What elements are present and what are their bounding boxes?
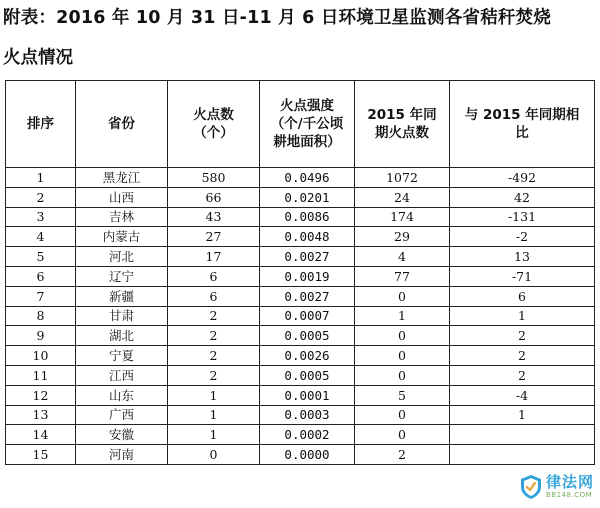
cell-intensity: 0.0027 bbox=[260, 286, 355, 306]
cell-fires: 2 bbox=[168, 365, 260, 385]
cell-change: -71 bbox=[450, 266, 595, 286]
cell-change: 1 bbox=[450, 405, 595, 425]
cell-intensity: 0.0201 bbox=[260, 187, 355, 207]
cell-intensity: 0.0496 bbox=[260, 168, 355, 188]
cell-province: 辽宁 bbox=[76, 266, 168, 286]
cell-rank: 7 bbox=[6, 286, 76, 306]
table-row bbox=[6, 247, 595, 267]
cell-fires: 1 bbox=[168, 405, 260, 425]
cell-fires: 6 bbox=[168, 286, 260, 306]
cell-fires: 2 bbox=[168, 326, 260, 346]
table-row bbox=[6, 266, 595, 286]
cell-fires: 2 bbox=[168, 306, 260, 326]
column-header-intensity: 火点强度（个/千公顷耕地面积） bbox=[260, 81, 355, 168]
cell-rank: 6 bbox=[6, 266, 76, 286]
table-row bbox=[6, 385, 595, 405]
cell-fires-2015: 1072 bbox=[355, 168, 450, 188]
document-title: 附表：2016 年 10 月 31 日-11 月 6 日环境卫星监测各省秸秆焚烧 bbox=[3, 8, 551, 28]
cell-fires-2015: 2 bbox=[355, 445, 450, 465]
cell-province: 山东 bbox=[76, 385, 168, 405]
cell-intensity: 0.0007 bbox=[260, 306, 355, 326]
cell-fires: 6 bbox=[168, 266, 260, 286]
cell-change: 2 bbox=[450, 365, 595, 385]
cell-change bbox=[450, 445, 595, 465]
cell-fires: 66 bbox=[168, 187, 260, 207]
cell-province: 河北 bbox=[76, 247, 168, 267]
fire-points-table bbox=[5, 80, 595, 465]
cell-intensity: 0.0005 bbox=[260, 365, 355, 385]
column-header-change: 与 2015 年同期相比 bbox=[450, 81, 595, 168]
column-header-rank: 排序 bbox=[6, 81, 76, 168]
cell-province: 广西 bbox=[76, 405, 168, 425]
cell-rank: 3 bbox=[6, 207, 76, 227]
table-row bbox=[6, 306, 595, 326]
cell-intensity: 0.0001 bbox=[260, 385, 355, 405]
cell-fires-2015: 0 bbox=[355, 346, 450, 366]
cell-intensity: 0.0086 bbox=[260, 207, 355, 227]
column-header-fires-2015: 2015 年同期火点数 bbox=[355, 81, 450, 168]
table-row bbox=[6, 425, 595, 445]
cell-province: 吉林 bbox=[76, 207, 168, 227]
cell-fires-2015: 24 bbox=[355, 187, 450, 207]
cell-rank: 10 bbox=[6, 346, 76, 366]
cell-intensity: 0.0019 bbox=[260, 266, 355, 286]
cell-rank: 11 bbox=[6, 365, 76, 385]
cell-change: -131 bbox=[450, 207, 595, 227]
cell-province: 河南 bbox=[76, 445, 168, 465]
cell-province: 黑龙江 bbox=[76, 168, 168, 188]
cell-province: 宁夏 bbox=[76, 346, 168, 366]
table-row bbox=[6, 227, 595, 247]
cell-fires-2015: 5 bbox=[355, 385, 450, 405]
cell-fires-2015: 1 bbox=[355, 306, 450, 326]
table-row bbox=[6, 326, 595, 346]
cell-fires: 2 bbox=[168, 346, 260, 366]
cell-fires: 0 bbox=[168, 445, 260, 465]
document-subtitle: 火点情况 bbox=[3, 48, 73, 68]
cell-intensity: 0.0000 bbox=[260, 445, 355, 465]
cell-fires-2015: 174 bbox=[355, 207, 450, 227]
column-header-fires: 火点数（个） bbox=[168, 81, 260, 168]
table-row bbox=[6, 405, 595, 425]
cell-intensity: 0.0048 bbox=[260, 227, 355, 247]
cell-rank: 14 bbox=[6, 425, 76, 445]
cell-change: 1 bbox=[450, 306, 595, 326]
table-row bbox=[6, 168, 595, 188]
cell-fires-2015: 0 bbox=[355, 425, 450, 445]
column-header-province: 省份 bbox=[76, 81, 168, 168]
cell-province: 山西 bbox=[76, 187, 168, 207]
cell-change: 2 bbox=[450, 326, 595, 346]
cell-fires-2015: 0 bbox=[355, 326, 450, 346]
cell-fires-2015: 0 bbox=[355, 405, 450, 425]
cell-fires-2015: 0 bbox=[355, 286, 450, 306]
cell-intensity: 0.0027 bbox=[260, 247, 355, 267]
cell-fires: 580 bbox=[168, 168, 260, 188]
table-row bbox=[6, 365, 595, 385]
table-row bbox=[6, 187, 595, 207]
cell-fires-2015: 29 bbox=[355, 227, 450, 247]
table-body bbox=[6, 168, 595, 465]
cell-rank: 4 bbox=[6, 227, 76, 247]
cell-intensity: 0.0003 bbox=[260, 405, 355, 425]
table-row bbox=[6, 286, 595, 306]
cell-province: 甘肃 bbox=[76, 306, 168, 326]
cell-rank: 12 bbox=[6, 385, 76, 405]
cell-rank: 5 bbox=[6, 247, 76, 267]
cell-change: -2 bbox=[450, 227, 595, 247]
watermark bbox=[519, 472, 594, 502]
cell-province: 湖北 bbox=[76, 326, 168, 346]
cell-change: 13 bbox=[450, 247, 595, 267]
cell-change: 2 bbox=[450, 346, 595, 366]
cell-intensity: 0.0026 bbox=[260, 346, 355, 366]
table-header-row bbox=[6, 81, 595, 168]
cell-rank: 2 bbox=[6, 187, 76, 207]
table-row bbox=[6, 346, 595, 366]
cell-rank: 15 bbox=[6, 445, 76, 465]
cell-rank: 8 bbox=[6, 306, 76, 326]
cell-intensity: 0.0005 bbox=[260, 326, 355, 346]
cell-fires: 1 bbox=[168, 425, 260, 445]
cell-province: 新疆 bbox=[76, 286, 168, 306]
cell-change: -492 bbox=[450, 168, 595, 188]
cell-intensity: 0.0002 bbox=[260, 425, 355, 445]
cell-fires: 43 bbox=[168, 207, 260, 227]
cell-change bbox=[450, 425, 595, 445]
cell-rank: 9 bbox=[6, 326, 76, 346]
cell-change: 42 bbox=[450, 187, 595, 207]
cell-fires: 27 bbox=[168, 227, 260, 247]
cell-province: 安徽 bbox=[76, 425, 168, 445]
cell-fires-2015: 4 bbox=[355, 247, 450, 267]
cell-change: -4 bbox=[450, 385, 595, 405]
cell-rank: 1 bbox=[6, 168, 76, 188]
cell-rank: 13 bbox=[6, 405, 76, 425]
cell-fires-2015: 0 bbox=[355, 365, 450, 385]
cell-province: 内蒙古 bbox=[76, 227, 168, 247]
table-row bbox=[6, 445, 595, 465]
watermark-name: 律法网 bbox=[545, 473, 594, 491]
cell-province: 江西 bbox=[76, 365, 168, 385]
watermark-domain: BB148.COM bbox=[545, 491, 593, 499]
table-row bbox=[6, 207, 595, 227]
shield-logo-icon bbox=[519, 474, 543, 500]
cell-fires-2015: 77 bbox=[355, 266, 450, 286]
cell-fires: 17 bbox=[168, 247, 260, 267]
cell-fires: 1 bbox=[168, 385, 260, 405]
cell-change: 6 bbox=[450, 286, 595, 306]
